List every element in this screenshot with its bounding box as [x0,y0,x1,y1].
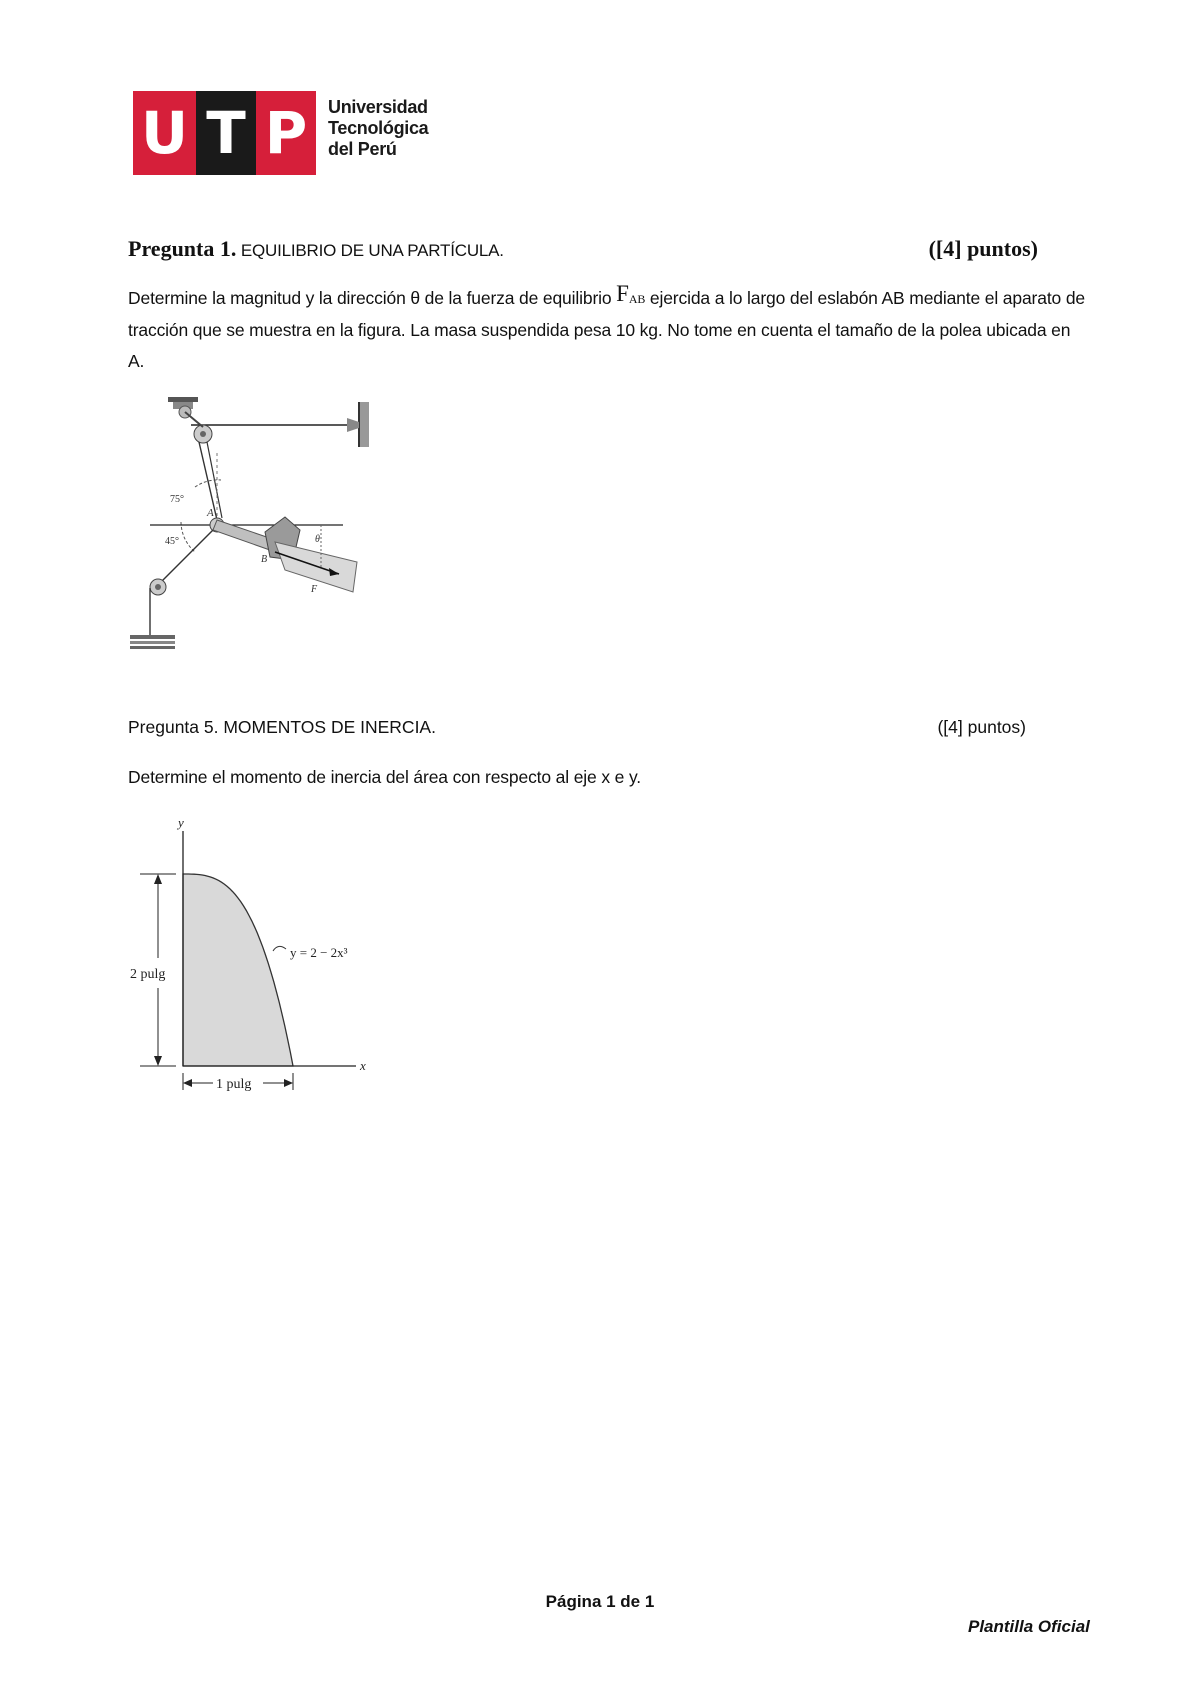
question-5-text: Determine el momento de inercia del área con respecto al eje x e y. [128,767,641,787]
question-5-title: Pregunta 5. MOMENTOS DE INERCIA. [128,717,436,737]
suspended-mass-bottom [130,646,175,649]
moment-of-inertia-figure [128,813,388,1098]
template-label: Plantilla Oficial [968,1617,1090,1636]
page-number: Página 1 de 1 [545,1592,655,1611]
height-label: 2 pulg [130,967,166,982]
force-label: F [311,584,318,595]
y-axis-label: y [178,815,184,830]
suspended-mass-top [130,635,175,639]
point-b-label: B [261,554,268,565]
logo-letter-t: T [196,91,256,175]
traction-apparatus-figure [125,392,395,657]
question-1-text: Determine la magnitud y la dirección θ de la fuerza de equilibrio $F_{AB}$ ejercida a lo largo del eslabón AB mediante el aparato de tracción que se muestra en la figura. La masa suspendida pesa 10 kg. No tome en cuenta el tamaño de la polea ubicada en A. [128,281,1085,371]
curve-equation-label: y = 2 − 2x³ [290,945,348,960]
question-5-points: ([4] puntos) [937,717,1026,737]
width-label: 1 pulg [216,1077,252,1092]
question-1-heading [128,236,1038,266]
wall-hook [347,418,359,432]
logo-university-name: Universidad Tecnológica del Perú [328,97,429,159]
logo-letter-u: U [133,91,196,175]
shaded-area [183,874,293,1066]
point-a-label: A [207,507,214,519]
angle-45-label: 45° [165,536,179,547]
x-axis-label: x [360,1058,366,1073]
theta-label: θ [315,534,320,545]
question-5-heading [128,717,1026,743]
ceiling-support [168,397,198,402]
utp-logo [133,91,433,175]
question-1-points: ([4] puntos) [928,236,1038,261]
logo-letter-p: P [256,91,316,175]
question-1-prefix: Pregunta 1. [128,236,237,261]
question-1-title: EQUILIBRIO DE UNA PARTÍCULA. [240,241,504,260]
force-fab-symbol: $F_{AB}$ [616,281,646,306]
right-wall [359,402,369,447]
angle-75-label: 75° [170,494,184,505]
